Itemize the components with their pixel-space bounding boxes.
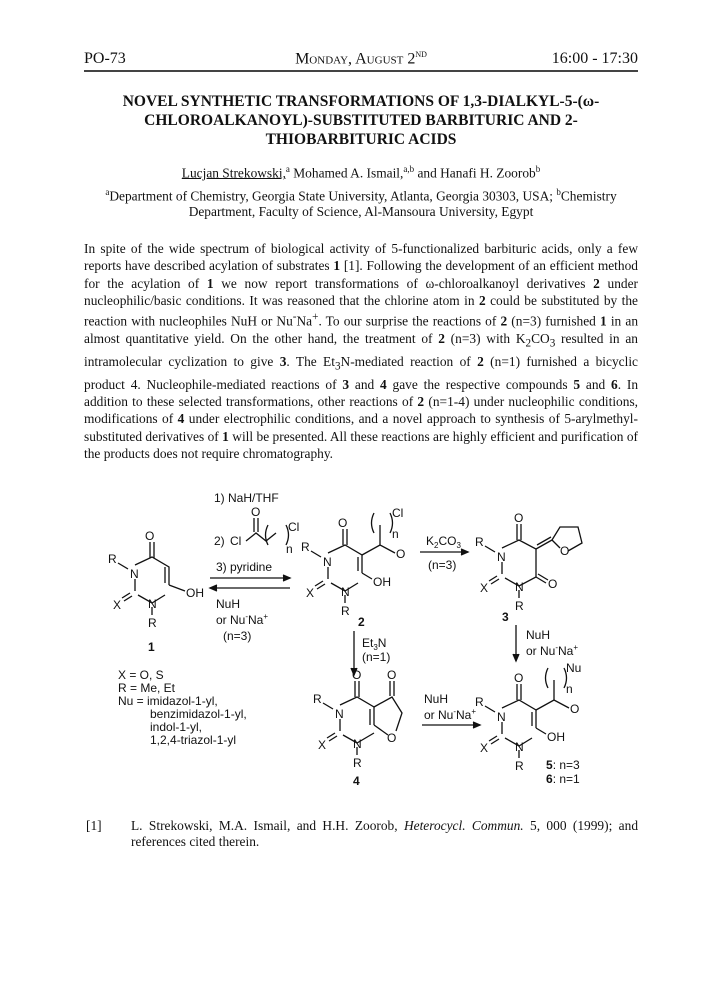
svg-text:X: X (318, 738, 327, 752)
svg-text:1,2,4-triazol-1-yl: 1,2,4-triazol-1-yl (150, 733, 237, 747)
reference-list (84, 818, 638, 850)
poster-code: PO-73 (84, 50, 126, 67)
svg-text:2): 2) (214, 534, 225, 548)
svg-text:N: N (515, 580, 524, 594)
svg-text:O: O (570, 702, 580, 716)
svg-text:R: R (515, 599, 524, 613)
svg-text:Nu = imidazol-1-yl,: Nu = imidazol-1-yl, (118, 694, 218, 708)
affiliations: $^a$Department of Chemistry, Georgia State University, Atlanta, Georgia 30303, USA; $^b$Chemistry Department, Faculty of Science, Al-Mansoura University, Egypt (105, 187, 617, 220)
compound-4-structure (313, 668, 402, 788)
compound-1-label: 1 (148, 640, 155, 654)
acyl-chloride-structure (230, 505, 299, 556)
session-time: 16:00 - 17:30 (551, 50, 638, 67)
svg-text:R: R (475, 535, 484, 549)
reverse-cond-3: (n=3) (223, 629, 252, 643)
nu-cond-4-2: or Nu-Na+ (424, 707, 477, 722)
svg-text:X: X (113, 598, 122, 612)
svg-text:OH: OH (186, 586, 204, 600)
compound-6-label: 6: n=1 (546, 772, 580, 786)
paper-title: NOVEL SYNTHETIC TRANSFORMATIONS OF 1,3-DIALKYL-5-(ω-CHLOROALKANOYL)-SUBSTITUTED BARBITURIC AND 2-THIOBARBITURIC ACIDS (122, 93, 600, 148)
reference-item: [1] L. Strekowski, M.A. Ismail, and H.H. Zoorob, Heterocycl. Commun. 5, 000 (1999); and references cited therein. (86, 818, 639, 849)
presenting-author: Lucjan Strekowski, (181, 165, 286, 181)
compound-5-6-structure (475, 661, 581, 786)
page-header (84, 50, 638, 72)
svg-text:O: O (548, 577, 558, 591)
et3n-label: $Et_3N$ (362, 636, 387, 652)
svg-text:O: O (338, 516, 348, 530)
svg-text:N: N (323, 555, 332, 569)
svg-text:O: O (352, 668, 362, 682)
svg-text:O: O (251, 505, 261, 519)
svg-text:R: R (108, 552, 117, 566)
svg-text:benzimidazol-1-yl,: benzimidazol-1-yl, (150, 707, 247, 721)
svg-text:N: N (515, 740, 524, 754)
svg-text:R: R (515, 759, 524, 773)
svg-text:n: n (286, 542, 293, 556)
svg-text:O: O (387, 731, 397, 745)
svg-text:R = Me, Et: R = Me, Et (118, 681, 176, 695)
svg-text:Cl: Cl (288, 520, 300, 534)
abstract-text: In spite of the wide spectrum of biological activity of 5-functionalized barbituric acids, only a few reports have described acylation of substrates 1 [1]. Following the development of an efficient method for the acylation of 1 we now report transformations of ω-chloroalkanoyl derivatives 2 under nucleophilic/basic conditions. It was reasoned that the chlorine atom in 2 could be substituted by the reaction with nucleophiles NuH or Nu-Na+. To our surprise the reactions of 2 (n=3) furnished 1 in an almost quantitative yield. On the other hand, the treatment of 2 (n=3) with $K_2CO_3$ resulted in an intramolecular cyclization to give 3. The $Et_3N$-mediated reaction of 2 (n=1) furnished a bicyclic product 4. Nucleophile-mediated reactions of 3 and 4 gave the respective compounds 5 and 6. In addition to these selected transformations, other reactions of 2 (n=1-4) under nucleophilic conditions, modifications of 4 under electrophilic conditions, and a novel approach to synthesis of 5-arylmethyl-substituted derivatives of 1 will be presented. All these reactions are highly efficient and purification of the products does not require chromatography. (84, 241, 639, 462)
svg-text:R: R (353, 756, 362, 770)
svg-text:R: R (148, 616, 157, 630)
compound-2-label: 2 (358, 615, 365, 629)
svg-text:O: O (396, 547, 406, 561)
reverse-cond-2: or Nu-Na+ (216, 612, 269, 627)
svg-text:Cl: Cl (230, 534, 242, 548)
svg-text:N: N (130, 567, 139, 581)
svg-text:N: N (335, 707, 344, 721)
svg-text:OH: OH (547, 730, 565, 744)
substituent-legend (118, 668, 247, 747)
svg-text:N: N (353, 737, 362, 751)
step-1-label: 1) NaH/THF (214, 491, 279, 505)
compound-3-structure (475, 511, 582, 624)
reverse-cond-1: NuH (216, 597, 241, 611)
svg-text:n: n (566, 682, 573, 696)
svg-text:Cl: Cl (392, 506, 404, 520)
svg-text:Nu: Nu (566, 661, 582, 675)
svg-text:R: R (301, 540, 310, 554)
svg-text:O: O (514, 671, 524, 685)
svg-text:X: X (306, 586, 315, 600)
svg-text:N: N (497, 710, 506, 724)
nu-cond-3-1: NuH (526, 628, 551, 642)
svg-text:n: n (392, 527, 399, 541)
reaction-scheme (90, 485, 650, 795)
k2co3-label: $K_2CO_3$ (426, 534, 461, 550)
svg-text:indol-1-yl,: indol-1-yl, (150, 720, 203, 734)
compound-1-structure (108, 529, 204, 654)
svg-text:X: X (480, 741, 489, 755)
nu-cond-3-2: or Nu-Na+ (526, 643, 579, 658)
step-3-label: 3) pyridine (216, 560, 273, 574)
svg-text:N: N (341, 585, 350, 599)
svg-text:O: O (514, 511, 524, 525)
svg-text:N: N (148, 597, 157, 611)
svg-text:R: R (475, 695, 484, 709)
svg-text:X = O, S: X = O, S (118, 668, 164, 682)
svg-text:R: R (341, 604, 350, 618)
compound-2-structure (301, 506, 405, 629)
svg-text:O: O (387, 668, 397, 682)
compound-4-label: 4 (353, 774, 360, 788)
k2co3-cond: (n=3) (428, 558, 457, 572)
session-day: Monday, August 2ND (295, 50, 427, 68)
nu-cond-4-1: NuH (424, 692, 449, 706)
compound-5-label: 5: n=3 (546, 758, 580, 772)
svg-text:R: R (313, 692, 322, 706)
author-list: Lucjan Strekowski,$^a$ Mohamed A. Ismail,$^{a,b}$ and Hanafi H. Zoorob$^b$ (181, 164, 541, 181)
svg-text:O: O (145, 529, 155, 543)
equilibrium-arrows (210, 575, 290, 591)
compound-3-label: 3 (502, 610, 509, 624)
et3n-cond: (n=1) (362, 650, 391, 664)
svg-text:N: N (497, 550, 506, 564)
svg-text:O: O (560, 544, 570, 558)
svg-text:OH: OH (373, 575, 391, 589)
svg-text:X: X (480, 581, 489, 595)
